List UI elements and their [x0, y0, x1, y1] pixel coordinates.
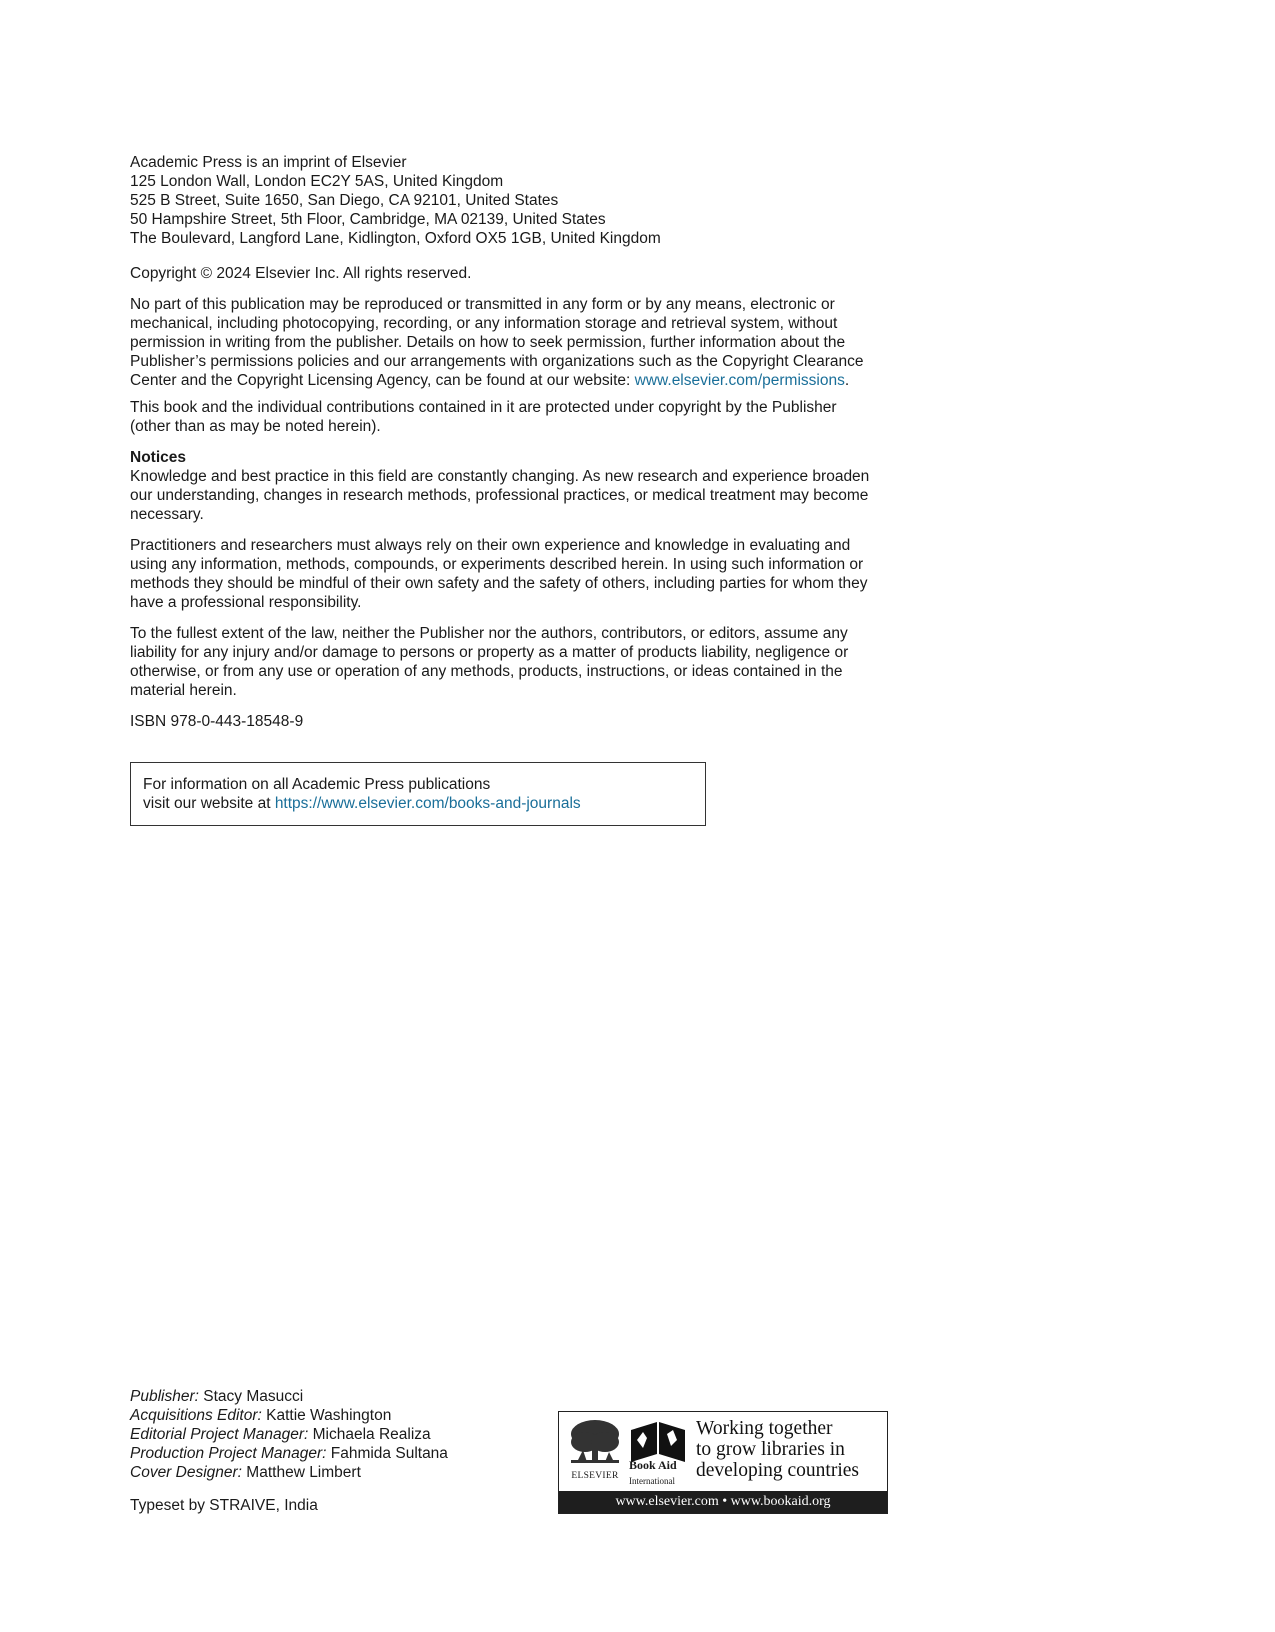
credit-line	[130, 1444, 570, 1463]
paragraph-line: liability for any injury and/or damage to persons or property as a matter of products liability, negligence or	[130, 644, 849, 661]
credit-line	[130, 1406, 570, 1425]
paragraph-line: To the fullest extent of the law, neither the Publisher nor the authors, contributors, or editors, assume any	[130, 625, 848, 642]
address-line: 125 London Wall, London EC2Y 5AS, United Kingdom	[130, 173, 504, 190]
address-line: 50 Hampshire Street, 5th Floor, Cambridge, MA 02139, United States	[130, 211, 606, 228]
address-line: Academic Press is an imprint of Elsevier	[130, 154, 407, 171]
paragraph-line: mechanical, including photocopying, recording, or any information storage and retrieval system, without	[130, 315, 838, 332]
paragraph-line: otherwise, or from any use or operation of any methods, products, instructions, or ideas contained in the	[130, 663, 843, 680]
isbn-text: ISBN 978-0-443-18548-9	[130, 713, 304, 730]
book-aid-sub-label: International	[629, 1476, 675, 1486]
elsevier-label: ELSEVIER	[571, 1471, 619, 1481]
paragraph-line: have a professional responsibility.	[130, 594, 362, 611]
credit-name: Kattie Washington	[261, 1407, 392, 1424]
book-aid-label: Book Aid	[629, 1458, 677, 1472]
copyright-statement	[130, 264, 890, 283]
paragraph-line-text: Center and the Copyright Licensing Agency, can be found at our website:	[130, 372, 635, 389]
book-aid-slogan	[696, 1418, 886, 1481]
slogan-line: to grow libraries in	[696, 1439, 845, 1460]
publisher-address	[130, 153, 890, 248]
permissions-paragraph	[130, 295, 890, 390]
credit-role: Acquisitions Editor:	[130, 1407, 262, 1424]
credit-line	[130, 1463, 570, 1482]
credit-role: Production Project Manager:	[130, 1445, 327, 1462]
paragraph-line: methods they should be mindful of their own safety and the safety of others, including parties for whom they	[130, 575, 868, 592]
paragraph-line: our understanding, changes in research methods, professional practices, or medical treatment may become	[130, 487, 869, 504]
permissions-link[interactable]: www.elsevier.com/permissions	[634, 372, 845, 389]
credit-name: Michaela Realiza	[308, 1426, 431, 1443]
notices-paragraph-2	[130, 536, 890, 612]
book-aid-banner	[558, 1411, 888, 1514]
credit-name: Stacy Masucci	[198, 1388, 304, 1405]
info-box-line: For information on all Academic Press publications	[143, 776, 491, 793]
paragraph-line-suffix: .	[844, 372, 850, 389]
slogan-line: Working together	[696, 1418, 833, 1439]
credit-line	[130, 1425, 570, 1444]
credit-line	[130, 1387, 570, 1406]
credit-role: Editorial Project Manager:	[130, 1426, 309, 1443]
publications-info-box	[130, 762, 706, 826]
credit-name: Fahmida Sultana	[326, 1445, 448, 1462]
paragraph-line: Practitioners and researchers must always rely on their own experience and knowledge in evaluating and	[130, 537, 851, 554]
address-line: 525 B Street, Suite 1650, San Diego, CA 92101, United States	[130, 192, 559, 209]
paragraph-line: necessary.	[130, 506, 204, 523]
credit-name: Matthew Limbert	[242, 1464, 361, 1481]
book-aid-banner-top	[559, 1412, 887, 1492]
paragraph-line: Knowledge and best practice in this field are constantly changing. As new research and experience broaden	[130, 468, 870, 485]
notices-heading: Notices	[130, 449, 186, 466]
paragraph-line	[130, 371, 890, 390]
paragraph-line: Publisher’s permissions policies and our arrangements with organizations such as the Copyright Clearance	[130, 353, 864, 370]
credit-role: Cover Designer:	[130, 1464, 242, 1481]
paragraph-line: permission in writing from the publisher. Details on how to seek permission, further information about the	[130, 334, 846, 351]
slogan-line: developing countries	[696, 1460, 859, 1481]
credit-role: Publisher:	[130, 1388, 199, 1405]
info-box-text: visit our website at	[143, 795, 275, 812]
typeset-text: Typeset by STRAIVE, India	[130, 1497, 318, 1514]
isbn	[130, 712, 890, 731]
book-aid-footer: www.elsevier.com • www.bookaid.org	[559, 1491, 887, 1513]
protection-paragraph	[130, 398, 890, 436]
info-box-line	[143, 794, 693, 813]
paragraph-line: using any information, methods, compounds, or experiments described herein. In using such information or	[130, 556, 864, 573]
paragraph-line: material herein.	[130, 682, 237, 699]
paragraph-line: This book and the individual contributions contained in it are protected under copyright by the Publisher	[130, 399, 837, 416]
copyright-text: Copyright © 2024 Elsevier Inc. All rights reserved.	[130, 265, 472, 282]
address-line: The Boulevard, Langford Lane, Kidlington, Oxford OX5 1GB, United Kingdom	[130, 230, 661, 247]
paragraph-line: No part of this publication may be reproduced or transmitted in any form or by any means, electronic or	[130, 296, 835, 313]
notices-section	[130, 448, 890, 524]
typeset-credit	[130, 1496, 318, 1515]
paragraph-line: (other than as may be noted herein).	[130, 418, 381, 435]
production-credits	[130, 1387, 570, 1482]
books-and-journals-link[interactable]: https://www.elsevier.com/books-and-journals	[274, 795, 581, 812]
notices-paragraph-3	[130, 624, 890, 700]
